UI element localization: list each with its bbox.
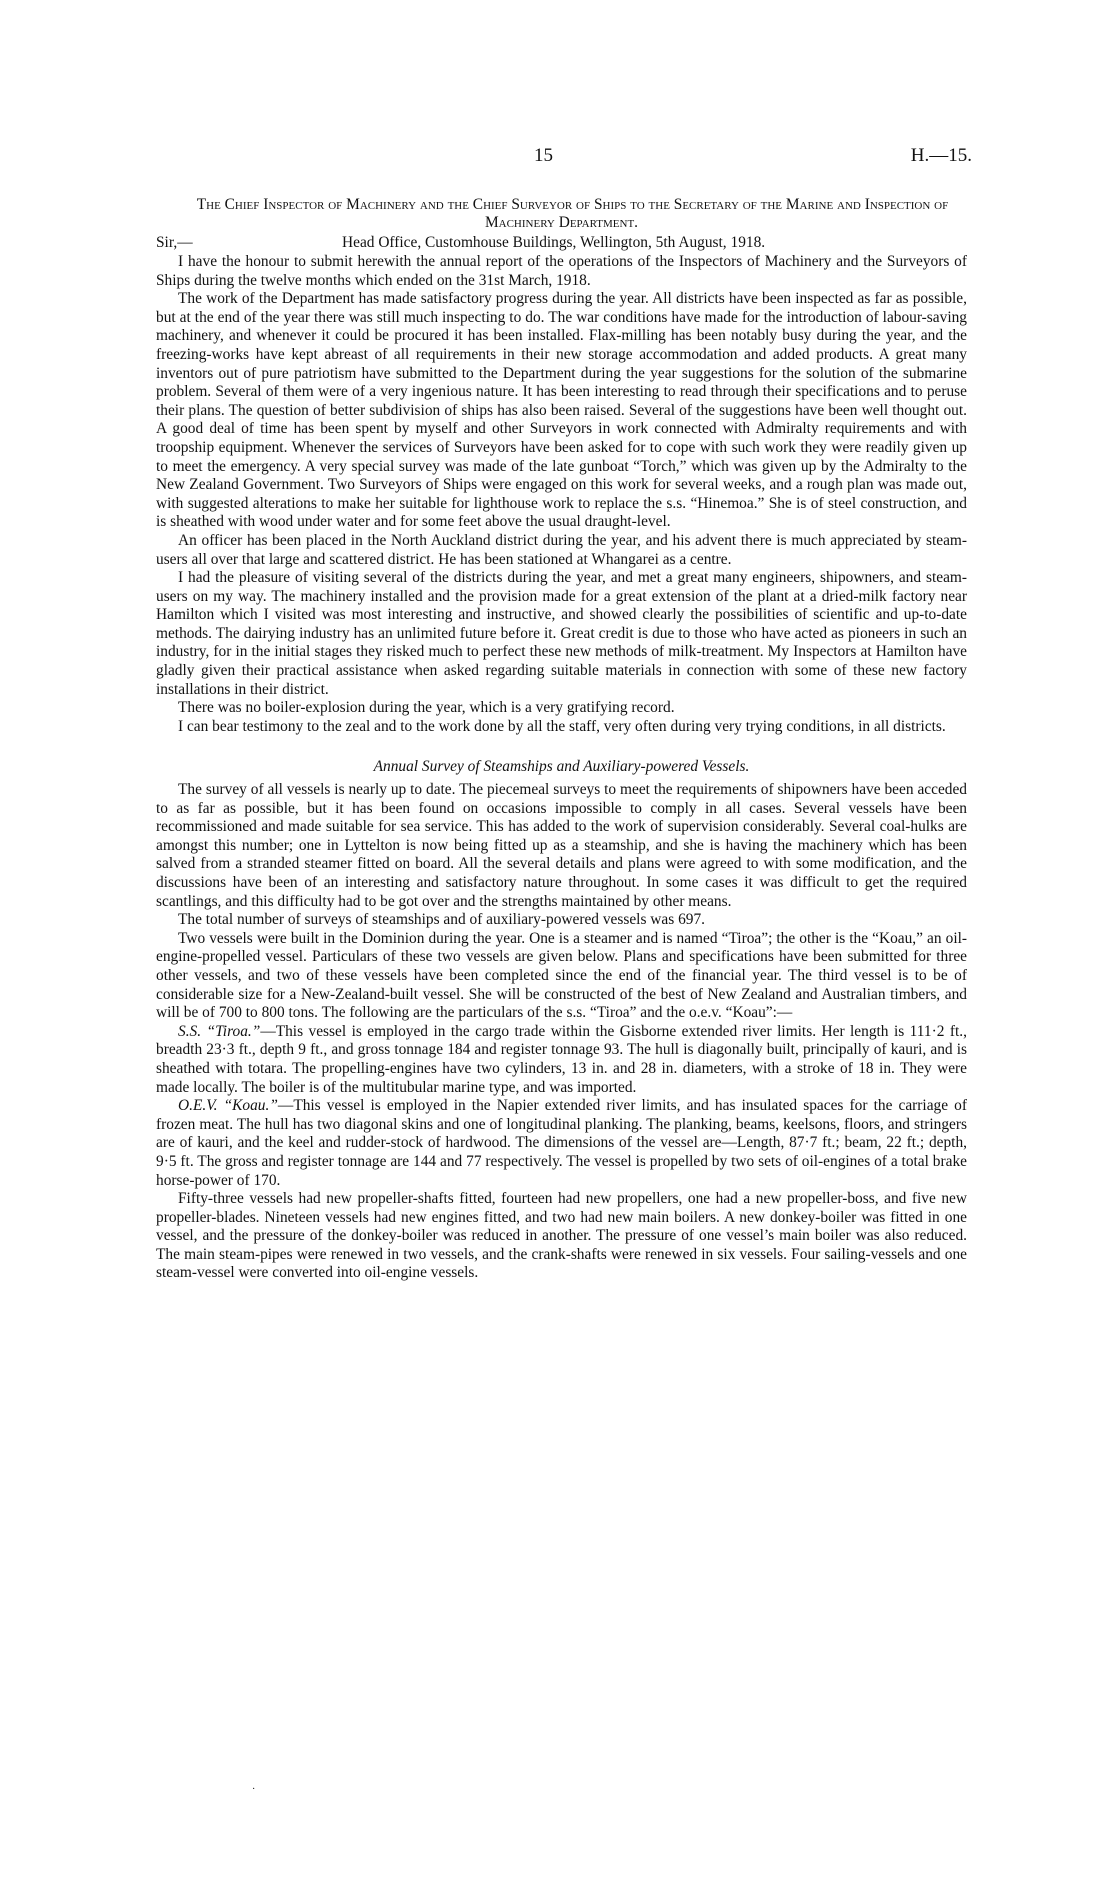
letter-caption: The Chief Inspector of Machinery and the Chief Surveyor of Ships to the Secretary of the Marine and Inspection of Machinery Department.	[196, 196, 949, 231]
vessel-text-koau: —This vessel is employed in the Napier extended river limits, and has insulated spaces for the carriage of frozen meat. The hull has two diagonal skins and one of longitudinal planking. The planking, beams, keelsons, floors, and stringers are of kauri, and the keel and rudder-stock of hardwood. The dimensions of the vessel are—Length, 87·7 ft.; beam, 22 ft.; depth, 9·5 ft. The gross and register tonnage are 144 and 77 respectively. The vessel is propelled by two sets of oil-engines of a total brake horse-power of 170.	[156, 1097, 968, 1189]
letter-address: Head Office, Customhouse Buildings, Wellington, 5th August, 1918.	[342, 234, 766, 251]
paragraph: I have the honour to submit herewith the annual report of the operations of the Inspectors of Machinery and the Surveyors of Ships during the twelve months which ended on the 31st March, 1918.	[156, 253, 967, 289]
vessel-paragraph-tiroa	[156, 1023, 967, 1097]
paragraph: The survey of all vessels is nearly up to date. The piecemeal surveys to meet the requirements of shipowners have been acceded to as far as possible, but it has been found on occasions impossible to comply in all cases. Several vessels have been recommissioned and made suitable for sea service. This has added to the work of supervision considerably. Several coal-hulks are amongst this number; one in Lyttelton is now being fitted up as a steamship, and she is having the machinery which has been salved from a stranded steamer fitted on board. All the several details and plans were agreed to with some modification, and the discussions have been of an interesting and satisfactory nature throughout. In some cases it was difficult to get the required scantlings, and this difficulty had to be got over and the strengths maintained by other means.	[156, 781, 967, 910]
paragraph: Two vessels were built in the Dominion during the year. One is a steamer and is named “Tiroa”; the other is the “Koau,” an oil-engine-propelled vessel. Particulars of these two vessels are given below. Plans and specifications have been submitted for three other vessels, and two of these vessels have been completed since the end of the financial year. The third vessel is to be of considerable size for a New-Zealand-built vessel. She will be constructed of the best of New Zealand and Australian timbers, and will be of 700 to 800 tons. The following are the particulars of the s.s. “Tiroa” and the o.e.v. “Koau”:—	[156, 929, 967, 1022]
paragraph: I can bear testimony to the zeal and to the work done by all the staff, very often during very trying conditions, in all districts.	[178, 717, 946, 735]
paragraph: An officer has been placed in the North Auckland district during the year, and his advent there is much appreciated by steam-users all over that large and scattered district. He has been stationed at Whangarei as a centre.	[156, 531, 967, 568]
paragraph: Fifty-three vessels had new propeller-shafts fitted, fourteen had new propellers, one had a new propeller-boss, and five new propeller-blades. Nineteen vessels had new engines fitted, and two had new main boilers. A new donkey-boiler was fitted in one vessel, and the pressure of the donkey-boiler was reduced in another. The pressure of one vessel’s main boiler was also reduced. The main steam-pipes were renewed in two vessels, and the crank-shafts were renewed in six vessels. Four sailing-vessels and one steam-vessel were converted into oil-engine vessels.	[156, 1190, 967, 1282]
body-text	[156, 196, 967, 1283]
paragraph: The work of the Department has made satisfactory progress during the year. All districts have been inspected as far as possible, but at the end of the year there was still much inspecting to do. The war conditions have made for the introduction of labour-saving machinery, and whenever it could be procured it has been installed. Flax-milling has been notably busy during the year, and the freezing-works have kept abreast of all requirements in their new storage accommodation and added products. A great many inventors out of pure patriotism have submitted to the Department during the year suggestions for the solution of the submarine problem. Several of them were of a very ingenious nature. It has been interesting to read through their specifications and to peruse their plans. The question of better subdivision of ships has also been raised. Several of the suggestions have been well thought out. A good deal of time has been spent by myself and other Surveyors in work connected with Admiralty requirements and with troopship equipment. Whenever the services of Surveyors have been asked for to cope with such work they were readily given up to meet the emergency. A very special survey was made of the late gunboat “Torch,” which was given up by the Admiralty to the New Zealand Government. Two Surveyors of Ships were engaged on this work for several weeks, and a rough plan was made out, with suggested alterations to make her suitable for lighthouse work to replace the s.s. “Hinemoa.” She is of steel construction, and is sheathed with wood under water and for some feet above the usual draught-level.	[156, 290, 967, 531]
salutation: Sir,—	[156, 234, 193, 251]
stray-mark: ·	[252, 1784, 256, 1795]
salutation-line	[156, 234, 967, 253]
document-reference: H.—15.	[910, 145, 972, 166]
vessel-paragraph-koau	[156, 1097, 967, 1190]
page-number: 15	[534, 145, 553, 166]
vessel-name-tiroa: S.S. “Tiroa.”	[178, 1022, 261, 1040]
paragraph: The total number of surveys of steamships and of auxiliary-powered vessels was 697.	[178, 911, 706, 929]
vessel-text-tiroa: —This vessel is employed in the cargo trade within the Gisborne extended river limits. Her length is 111·2 ft., breadth 23·3 ft., depth 9 ft., and gross tonnage 184 and register tonnage 93. The hull is diagonally built, principally of kauri, and is sheathed with totara. The propelling-engines have two cylinders, 13 in. and 28 in. diameters, with a stroke of 18 in. They were made locally. The boiler is of the multitubular marine type, and was imported.	[156, 1022, 967, 1096]
vessel-name-koau: O.E.V. “Koau.”	[178, 1097, 278, 1115]
paragraph: I had the pleasure of visiting several of the districts during the year, and met a great many engineers, shipowners, and steam-users on my way. The machinery installed and the provision made for a great extension of the plant at a dried-milk factory near Hamilton which I visited was most interesting and instructive, and showed clearly the possibilities of scientific and up-to-date methods. The dairying industry has an unlimited future before it. Great credit is due to those who have acted as pioneers in such an industry, for in the initial stages they risked much to perfect these new methods of milk-treatment. My Inspectors at Hamilton have gladly given their practical assistance when asked regarding suitable materials in connection with some of these new factory installations in their district.	[156, 569, 967, 698]
paragraph: There was no boiler-explosion during the year, which is a very gratifying record.	[178, 699, 675, 717]
section-heading: Annual Survey of Steamships and Auxiliary-powered Vessels.	[373, 758, 750, 776]
page-header	[0, 145, 1114, 175]
